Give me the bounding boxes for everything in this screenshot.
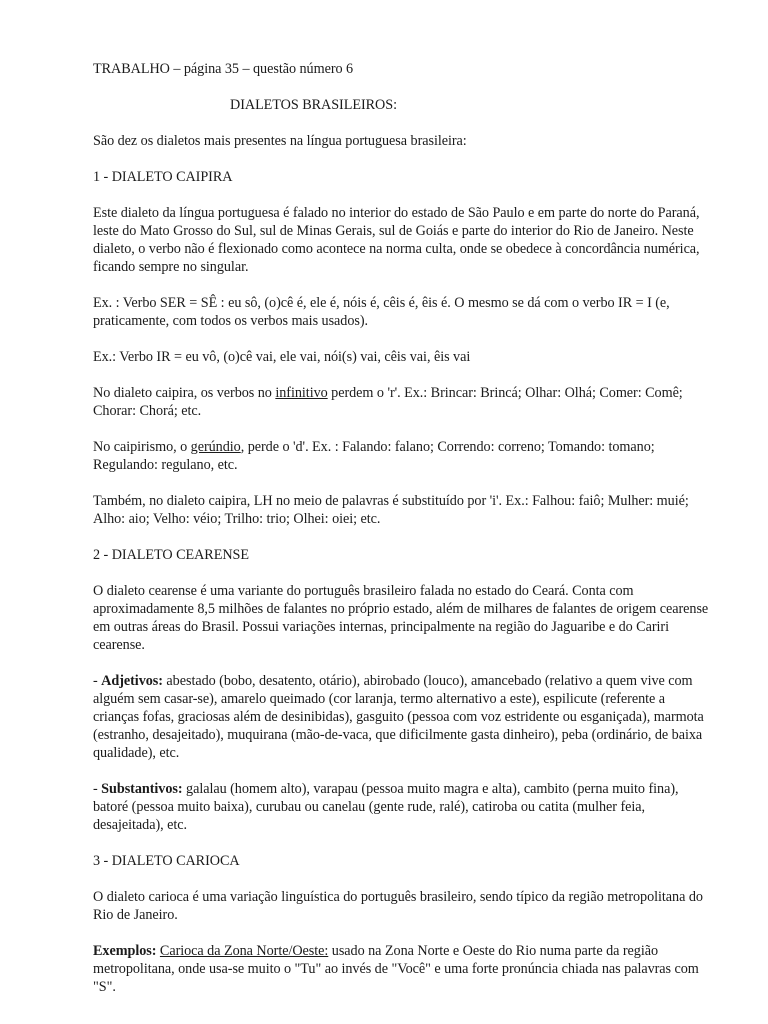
caipira-p5-post: , perde o 'd'. Ex. : Falando: falano; Correndo: correno; Tomando: tomano; Regulando: regulano, etc. [93,439,655,473]
substantivos-paragraph: - Substantivos: galalau (homem alto), varapau (pessoa muito magra e alta), cambito (perna muito fina), batoré (pessoa muito baixa), curubau ou canelau (gente rude, ralé), catiroba ou catita (mulher feia, desajeitada), etc. [93,781,679,833]
caipira-paragraph-2: Ex. : Verbo SER = SÊ : eu sô, (o)cê é, ele é, nóis é, cêis é, êis é. O mesmo se dá com o verbo IR = I (e, praticamente, com todos os verbos mais usados). [93,295,670,329]
carioca-zona-norte-term: Carioca da Zona Norte/Oeste: [159,943,329,959]
substantivos-label: Substantivos: [101,781,183,797]
section-heading-caipira: 1 - DIALETO CAIPIRA [93,169,233,185]
infinitivo-term: infinitivo [275,385,328,401]
caipira-paragraph-5 [93,438,713,474]
gerundio-term: gerúndio [190,439,241,455]
caipira-p5-pre: No caipirismo, o [93,439,191,455]
caipira-paragraph-3: Ex.: Verbo IR = eu vô, (o)cê vai, ele vai, nói(s) vai, cêis vai, êis vai [93,349,471,365]
caipira-paragraph-6: Também, no dialeto caipira, LH no meio de palavras é substituído por 'i'. Ex.: Falhou: faiô; Mulher: muié; Alho: aio; Velho: véio; Trilho: trio; Olhei: oiei; etc. [93,493,689,527]
document-body [93,60,713,1014]
document-title: DIALETOS BRASILEIROS: [230,97,397,113]
caipira-paragraph-4 [93,384,713,420]
section-heading-cearense: 2 - DIALETO CEARENSE [93,547,249,563]
adjetivos-text: abestado (bobo, desatento, otário), abirobado (louco), amancebado (relativo a quem vive com alguém sem casar-se), amarelo queimado (cor laranja, termo alternativo a este), espilicute (referente a crianças fofas, graciosas além de desinibidas), gasguito (pessoa com voz estridente ou esganiçada), marmota (estranho, desajeitado), muquirana (mão-de-vaca, que dificilmente gasta dinheiro), peba (ordinário, de baixa qualidade), etc. [93,673,704,761]
exemplos-label: Exemplos: [93,943,157,959]
assignment-line: TRABALHO – página 35 – questão número 6 [93,61,354,77]
intro-paragraph: São dez os dialetos mais presentes na língua portuguesa brasileira: [93,133,467,149]
adjetivos-paragraph: - Adjetivos: abestado (bobo, desatento, otário), abirobado (louco), amancebado (relativo a quem vive com alguém sem casar-se), amarelo queimado (cor laranja, termo alternativo a este), espilicute (referente a crianças fofas, graciosas além de desinibidas), gasguito (pessoa com voz estridente ou esganiçada), marmota (estranho, desajeitado), muquirana (mão-de-vaca, que dificilmente gasta dinheiro), peba (ordinário, de baixa qualidade), etc. [93,673,704,761]
section-heading-carioca: 3 - DIALETO CARIOCA [93,853,240,869]
substantivos-text: galalau (homem alto), varapau (pessoa muito magra e alta), cambito (perna muito fina), batoré (pessoa muito baixa), curubau ou canelau (gente rude, ralé), catiroba ou catita (mulher feia, desajeitada), etc. [93,781,679,833]
exemplos-text: usado na Zona Norte e Oeste do Rio numa parte da região metropolitana, onde usa-se muito o "Tu" ao invés de "Você" e uma forte pronúncia chiada nas palavras com "S". [93,943,699,995]
caipira-paragraph-1: Este dialeto da língua portuguesa é falado no interior do estado de São Paulo e em parte do norte do Paraná, leste do Mato Grosso do Sul, sul de Minas Gerais, sul de Goiás e parte do interior do Rio de Janeiro. Neste dialeto, o verbo não é flexionado como acontece na norma culta, onde se obedece à concordância numérica, ficando sempre no singular. [93,205,700,275]
caipira-p4-post: perdem o 'r'. Ex.: Brincar: Brincá; Olhar: Olhá; Comer: Comê; Chorar: Chorá; etc. [93,385,683,419]
exemplos-paragraph [93,942,713,996]
cearense-paragraph-1: O dialeto cearense é uma variante do português brasileiro falada no estado do Ceará. Conta com aproximadamente 8,5 milhões de falantes no próprio estado, além de milhares de falantes de origem cearense em outras áreas do Brasil. Possui variações internas, principalmente na região do Jaguaribe e do Cariri cearense. [93,583,709,653]
carioca-paragraph-1: O dialeto carioca é uma variação linguística do português brasileiro, sendo típico da região metropolitana do Rio de Janeiro. [93,889,703,923]
adjetivos-label: Adjetivos: [101,673,163,689]
caipira-p4-pre: No dialeto caipira, os verbos no [93,385,276,401]
